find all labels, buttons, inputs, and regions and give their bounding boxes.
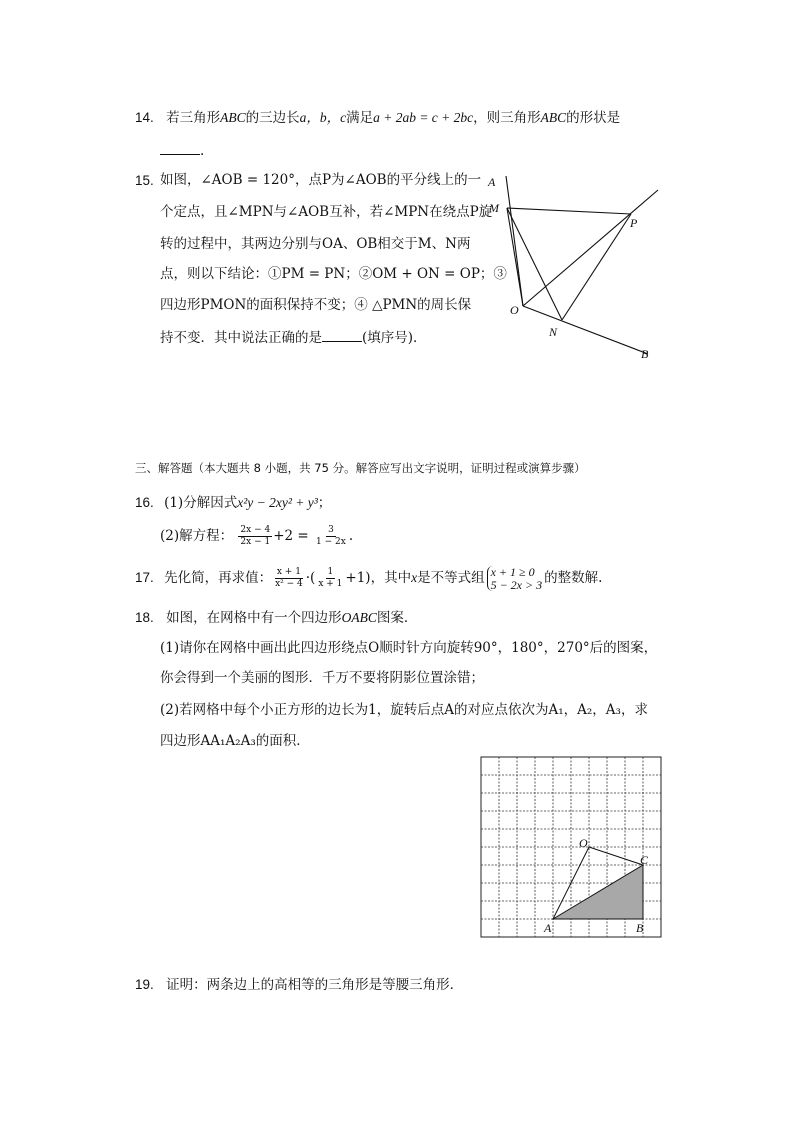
segment-pn [562,214,631,320]
q15-line: 如图，∠AOB = 120°，点P为∠AOB的平分线上的一 [160,172,482,188]
q18-line: (2)若网格中每个小正方形的边长为1，旋转后点A的对应点依次为A₁，A₂，A₃，求 [160,702,648,718]
label-a: A [488,175,496,189]
grid-figure [476,752,666,942]
label-o: O [510,303,519,317]
bisector-op [523,190,658,306]
section-heading: 三、解答题（本大题共 8 小题，共 75 分。解答应写出文字说明，证明过程或演算步骤） [135,461,586,475]
q15-line: 个定点，且∠MPN与∠AOB互补，若∠MPN在绕点P旋 [160,204,493,220]
label-m: M [489,201,499,215]
answer-blank [322,330,362,342]
q18-line: 四边形AA₁A₂A₃的面积． [160,733,310,749]
label-o: O [579,836,588,850]
q18-line: 你会得到一个美丽的图形．千万不要将阴影位置涂错； [160,670,484,686]
q18-line: (1)请你在网格中画出此四边形绕点O顺时针方向旋转90°，180°，270°后的图案， [160,640,658,656]
fraction: $\frac{x + 1}{\text{x² − 4}}$ [275,567,303,590]
answer-blank [160,143,200,155]
question-15-number: 15. [135,173,154,188]
question-16-part2: (2)解方程： $\frac{2x - 4}{2x - 1}$ +2 = $\frac{3}{1 - 2x}$ . [160,525,354,547]
ray-oa [506,176,523,306]
question-16: 16. (1)分解因式x²y − 2xy² + y³； [135,495,332,511]
answer-line: . [160,143,204,159]
label-b: B [641,347,649,361]
angle-figure [480,168,670,364]
label-a: A [544,921,552,935]
label-c: C [640,853,649,867]
ray-ob [523,306,648,354]
fraction: $\frac{2x - 4}{2x - 1}$ [240,525,271,547]
label-p: P [630,216,638,230]
fraction: $\frac{1}{x + 1}$ [318,567,343,590]
question-18: 18. 如图，在网格中有一个四边形OABC图案． [135,610,418,626]
segment-mp [507,208,631,214]
label-n: N [549,325,558,339]
question-19: 19. 证明：两条边上的高相等的三角形是等腰三角形． [135,977,464,993]
fraction: $\frac{3}{1 - 2x}$ [316,525,346,547]
label-b: B [636,921,644,935]
q15-line: 四边形PMON的面积保持不变；④ △PMN的周长保 [160,297,472,313]
inequality-system: x + 1 ≥ 0 5 − 2x > 3 [487,566,543,591]
question-number: 14. [135,110,154,125]
q15-line: 转的过程中，其两边分别与OA、OB相交于M、N两 [160,236,471,252]
question-14: 14. 若三角形ABC的三边长a，b，c满足a + 2ab = c + 2bc，则三角形ABC的形状是 [135,110,621,126]
question-17: 17. 先化简，再求值： $\frac{x + 1}{\text{x² − 4}}$ ·( $\frac{1}{x + 1}$ +1)，其中x是不等式组 x + 1 ≥ 0 5 − 2x > 3 的整数解. [135,565,603,592]
q15-line: 点，则以下结论：①PM = PN；②OM + ON = OP；③ [160,266,507,282]
q15-line: 持不变．其中说法正确的是 (填序号)． [160,330,427,346]
segment-om [507,208,523,306]
